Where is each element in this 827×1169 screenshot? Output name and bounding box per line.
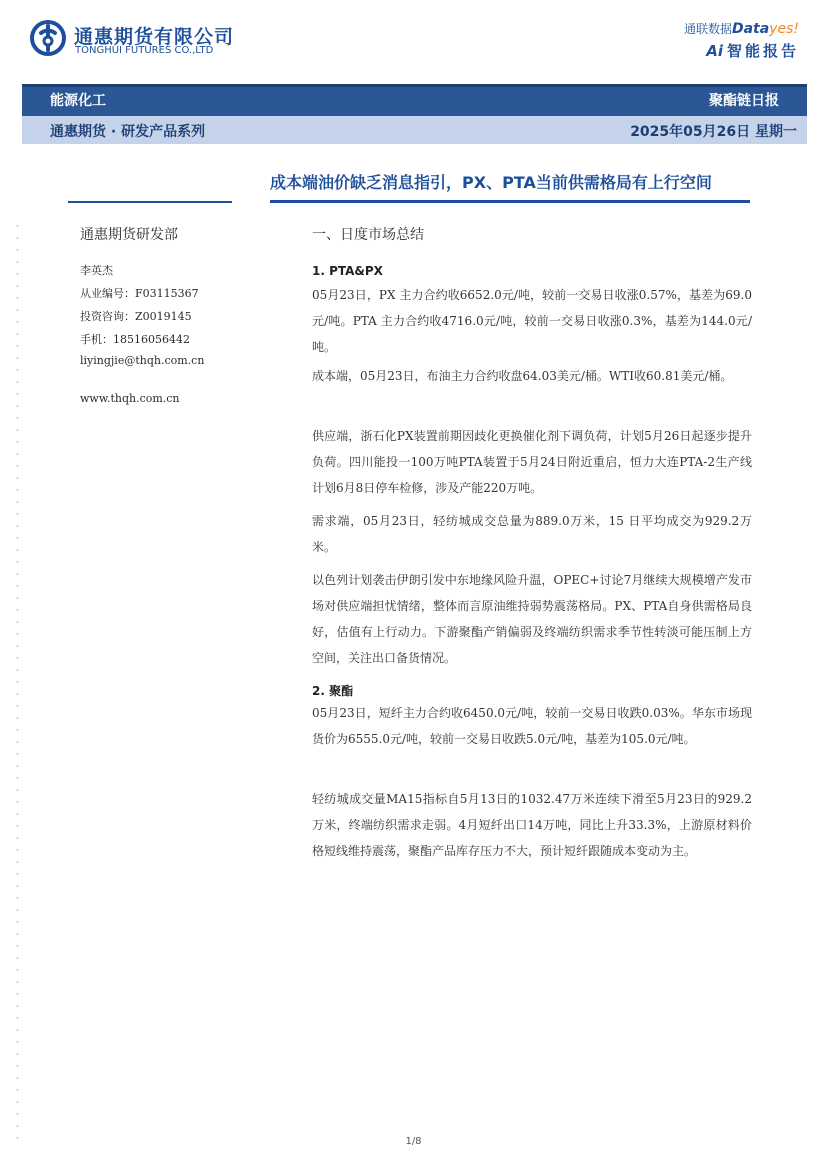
report-headline: 成本端油价缺乏消息指引，PX、PTA当前供需格局有上行空间 [270,173,712,192]
report-type-label: 聚酯链日报 [709,93,779,109]
page-number: 1/8 [405,1136,422,1147]
margin-dots [16,220,19,1140]
datayes-suffix: yes! [769,21,799,37]
qualification-number: 从业编号：F03115367 [80,287,199,300]
sector-label: 能源化工 [50,93,106,109]
datayes-brand: Data [731,21,770,37]
department-name: 通惠期货研发部 [80,227,178,243]
email-link[interactable]: liyingjie@thqh.com.cn [80,354,205,367]
paragraph-demand: 需求端，05月23日，轻纺城成交总量为889.0万米，15 日平均成交为929.2万米。 [312,514,752,554]
ai-report-logo [706,40,799,61]
paragraph-outlook: 以色列计划袭击伊朗引发中东地缘风险升温，OPEC+讨论7月继续大规模增产发市场对供应端担忧情绪，整体而言原油维持弱势震荡格局。PX、PTA自身供需格局良好，估值有上行动力。下游聚酯产销偏弱及终端纺织需求季节性转淡可能压制上方空间，关注出口备货情况。 [312,573,752,665]
company-name-en: TONGHUI FUTURES CO.,LTD [75,45,214,56]
paragraph-polyester-outlook: 轻纺城成交量MA15指标自5月13日的1032.47万米连续下滑至5月23日的929.2万米，终端纺织需求走弱。4月短纤出口14万吨，同比上升33.3%，上游原材料价格短线维持震荡，聚酯产品库存压力不大，预计短纤跟随成本变动为主。 [312,792,752,858]
headline-divider [270,200,750,203]
company-name-cn: 通惠期货有限公司 [74,26,235,48]
paragraph-prices: 05月23日，PX 主力合约收6652.0元/吨，较前一交易日收涨0.57%，基差为69.0元/吨。PTA 主力合约收4716.0元/吨，较前一交易日收涨0.3%，基差为144.0元/吨。 [312,288,752,354]
company-logo-icon [30,20,66,56]
section-title: 一、日度市场总结 [312,227,424,243]
ai-mark: Ai [706,42,723,60]
sub-heading-polyester: 2. 聚酯 [312,684,354,698]
paragraph-staple-fiber: 05月23日，短纤主力合约收6450.0元/吨，较前一交易日收跌0.03%。华东市场现货价为6555.0元/吨，较前一交易日收跌5.0元/吨，基差为105.0元/吨。 [312,706,752,746]
datayes-logo [684,20,799,37]
sidebar-divider [68,201,232,203]
phone-number: 手机：18516056442 [80,333,190,346]
header-band [22,84,807,116]
report-date: 2025年05月26日 星期一 [630,124,797,140]
datayes-prefix: 通联数据 [683,22,732,36]
paragraph-cost: 成本端，05月23日，布油主力合约收盘64.03美元/桶。WTI收60.81美元/桶。 [312,369,733,383]
sub-heading-pta-px: 1. PTA&PX [312,264,383,278]
paragraph-supply: 供应端，浙石化PX装置前期因歧化更换催化剂下调负荷，计划5月26日起逐步提升负荷。四川能投一100万吨PTA装置于5月24日附近重启，恒力大连PTA-2生产线计划6月8日停车检修，涉及产能220万吨。 [312,429,752,495]
analyst-name: 李英杰 [80,264,113,277]
series-label: 通惠期货 · 研发产品系列 [50,124,206,140]
website-link[interactable]: www.thqh.com.cn [80,392,180,405]
ai-report-text: 智能报告 [726,42,799,60]
advisory-number: 投资咨询：Z0019145 [80,310,192,323]
